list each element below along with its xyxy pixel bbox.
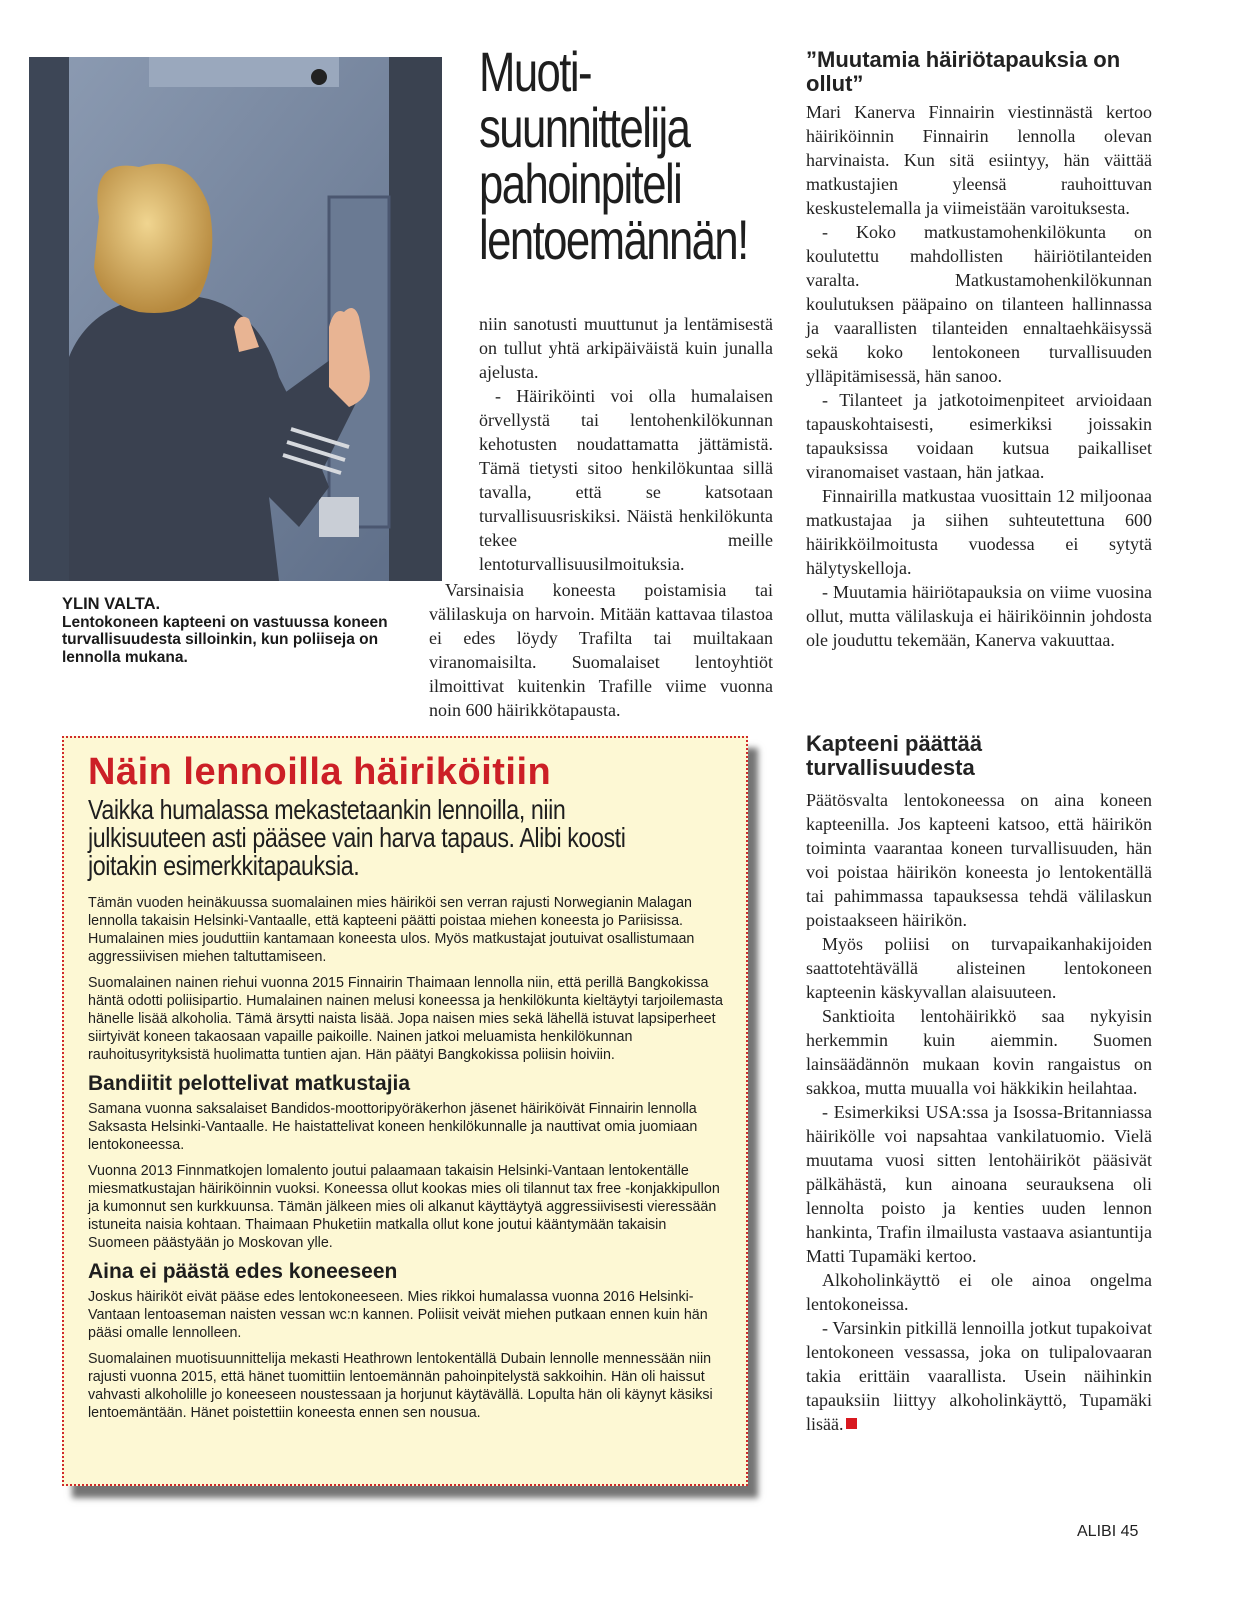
body-paragraph: Finnairilla matkustaa vuosittain 12 miljoonaa matkustajaa ja siihen suhteutettuna 600 häirikköilmoitusta vuodessa ei sytytä hälytyskelloja. bbox=[806, 486, 1152, 578]
body-paragraph: Mari Kanerva Finnairin viestinnästä kertoo häiriköinnin Finnairin lennolla olevan harvinaista. Kun sitä esiintyy, hän väittää matkustajien yleensä rauhoittuvan keskustelemalla ja viimeistään varoituksesta. bbox=[806, 102, 1152, 218]
right-column-lower bbox=[806, 788, 1152, 1436]
body-paragraph: Myös poliisi on turvapaikanhakijoiden saattotehtävällä alisteinen lentokoneen kapteenin käskyvallan alaisuuteen. bbox=[806, 934, 1152, 1002]
page-number: ALIBI 45 bbox=[1077, 1523, 1139, 1540]
body-paragraph: - Koko matkustamohenkilökunta on koulutettu mahdollisten häiriötilanteiden varalta. Matkustamohenkilökunnan koulutuksen pääpaino on tilanteen hallinnassa ja vaarallisten tilanteiden ennaltaehkäisyssä sekä koko lentokoneen turvallisuuden ylläpitämisessä, hän sanoo. bbox=[806, 222, 1152, 386]
body-paragraph: - Muutamia häiriötapauksia on viime vuosina ollut, mutta välilaskuja ei häiriköinnin johdosta ole jouduttu tekemään, Kanerva vakuuttaa. bbox=[806, 582, 1152, 650]
box-subheading: Bandiitit pelottelivat matkustajia bbox=[88, 1072, 411, 1095]
sidebar-box bbox=[62, 736, 748, 1486]
body-text: - Varsinkin pitkillä lennoilla jotkut tupakoivat lentokoneen vessassa, joka on tulipalovaaran takia erittäin vaarallista. Usein näihinkin tapauksiin liittyy alkoholinkäyttö, Tupamäki lisää. bbox=[806, 1318, 1152, 1434]
article-photo bbox=[29, 57, 442, 581]
box-lede: Vaikka humalassa mekastetaankin lennoilla, niin julkisuuteen asti pääsee vain harva tapaus. Alibi koosti joitakin esimerkkitapauksia. bbox=[88, 794, 626, 881]
middle-column-lower bbox=[429, 578, 773, 722]
body-paragraph: - Esimerkiksi USA:ssa ja Isossa-Britanniassa häirikölle voi napsahtaa vankilatuomio. Vielä muutama vuosi sitten lentohäiriköt pääsivät pälkähästä, kun ainoana seurauksena oli lennolta poisto ja kenties uuden lennon hankinta, Trafin ilmailusta vastaava asiantuntija Matti Tupamäki kertoo. bbox=[806, 1102, 1152, 1266]
caption-text: Lentokoneen kapteeni on vastuussa koneen turvallisuudesta silloinkin, kun poliiseja on lennolla mukana. bbox=[62, 613, 388, 666]
body-paragraph: - Tilanteet ja jatkotoimenpiteet arvioidaan tapauskohtaisesti, esimerkiksi joissakin tapauksissa voidaan kutsua paikalliset viranomaiset vastaan, hän jatkaa. bbox=[806, 390, 1152, 482]
headline-line: Muoti- bbox=[479, 40, 592, 103]
box-paragraph: Samana vuonna saksalaiset Bandidos-moottoripyöräkerhon jäsenet häiriköivät Finnairin lennolla Saksasta Helsinki-Vantaalle. He haistattelivat koneen henkilökunnalle ja nauttivat omia juomiaan lentokoneessa. bbox=[88, 1101, 698, 1153]
box-subheading: Aina ei päästä edes koneeseen bbox=[88, 1260, 398, 1283]
article-headline bbox=[479, 40, 748, 271]
headline-line: lentoemännän! bbox=[479, 208, 748, 271]
body-paragraph: niin sanotusti muuttunut ja lentämisestä on tullut yhtä arkipäiväistä kuin junalla ajelusta. bbox=[479, 314, 773, 382]
caption-title: YLIN VALTA. bbox=[62, 595, 161, 613]
subheading-quote: ”Muutamia häiriötapauksia on ollut” bbox=[806, 47, 1121, 96]
box-paragraph: Suomalainen muotisuunnittelija mekasti Heathrown lentokentällä Dubain lennolle mennessään niin rajusti vuonna 2015, että hänet tuomittiin lentoemännän pahoinpitelystä sakkoihin. Hän oli haissut vahvasti alkoholille jo koneeseen noustessaan ja horjunut käytävällä. Lopulta hän oli käynyt käsiksi lentoemäntään. Hänet poistettiin koneesta ennen sen nousua. bbox=[88, 1351, 713, 1421]
photo-caption bbox=[62, 596, 392, 666]
right-column-upper bbox=[806, 100, 1152, 652]
box-paragraph: Suomalainen nainen riehui vuonna 2015 Finnairin Thaimaan lennolla niin, että perillä Bangkokissa häntä odotti poliisipartio. Humalainen nainen melusi koneessa ja henkilökunta kieltäytyi tarjoilemasta hänelle lisää alkoholia. Tämä ärsytti naista lisää. Jopa naisen mies sekä lähellä istuvat lapsiperheet siirtyivät koneen takaosaan vapaille paikoille. Nainen jatkoi meluamista henkilökunnan rauhoitusyrityksistä huolimatta tuntien ajan. Hän päätyi Bangkokissa poliisin hoiviin. bbox=[88, 975, 723, 1063]
body-paragraph: - Häiriköinti voi olla humalaisen örvellystä tai lentohenkilökunnan kehotusten noudattamatta jättämistä. Tämä tietysti sitoo henkilökuntaa sillä tavalla, että se katsotaan turvallisuusriskiksi. Näistä henkilökunta tekee meille lentoturvallisuusilmoituksia. bbox=[479, 386, 773, 574]
headline-line: pahoinpiteli bbox=[479, 152, 682, 215]
body-paragraph: Sanktioita lentohäirikkö saa nykyisin herkemmin kuin aiemmin. Suomen lainsäädännön mukaan kovin rangaistus on sakkoa, mutta muualla voi häkkikin heilahtaa. bbox=[806, 1006, 1152, 1098]
middle-column-upper bbox=[479, 312, 773, 576]
body-paragraph-last bbox=[806, 1316, 1152, 1436]
box-body bbox=[88, 894, 728, 1430]
body-paragraph: Päätösvalta lentokoneessa on aina koneen kapteenilla. Jos kapteeni katsoo, että häirikön toiminta vaarantaa koneen turvallisuuden, hän voi poistaa häirikön koneesta jo lentokentällä tai pahimmassa tapauksessa tehdä välilaskun poistaakseen häirikön. bbox=[806, 790, 1152, 930]
box-paragraph: Joskus häiriköt eivät pääse edes lentokoneeseen. Mies rikkoi humalassa vuonna 2016 Helsinki-Vantaan lentoaseman naisten vessan wc:n kannen. Poliisit veivät miehen putkaan ennen kuin hän pääsi omalle lennolleen. bbox=[88, 1289, 708, 1341]
box-paragraph: Tämän vuoden heinäkuussa suomalainen mies häiriköi sen verran rajusti Norwegianin Malagan lennolla takaisin Helsinki-Vantaalle, että kapteeni päätti poistaa miehen koneesta jo Pariisissa. Humalainen mies jouduttiin kantamaan koneesta ulos. Myös matkustajat joutuivat osallistumaan aggressiivisen miehen taltuttamiseen. bbox=[88, 895, 695, 965]
flight-attendant-photo bbox=[29, 57, 442, 581]
box-title: Näin lennoilla häiriköitiin bbox=[88, 751, 552, 793]
headline-line: suunnittelija bbox=[479, 96, 690, 159]
end-mark-icon bbox=[846, 1418, 857, 1429]
box-paragraph: Vuonna 2013 Finnmatkojen lomalento joutui palaamaan takaisin Helsinki-Vantaan lentokentälle miesmatkustajan häiriköinnin vuoksi. Koneessa ollut kookas mies oli tilannut tax free -konjakkipullon ja kumonnut sen kurkkuunsa. Tämän jälkeen mies oli alkanut käyttäytyä aggressiivisesti vieressään istuneita naisia kohtaan. Thaimaan Phuketiin matkalla ollut kone joutui kääntymään takaisin Suomeen päästyään jo Moskovan ylle. bbox=[88, 1163, 720, 1251]
subheading-captain: Kapteeni päättää turvallisuudesta bbox=[806, 731, 983, 780]
body-paragraph: Alkoholinkäyttö ei ole ainoa ongelma lentokoneissa. bbox=[806, 1270, 1152, 1314]
body-paragraph: Varsinaisia koneesta poistamisia tai välilaskuja on harvoin. Mitään kattavaa tilastoa ei edes löydy Trafilta tai muiltakaan viranomaisilta. Suomalaiset lentoyhtiöt ilmoittivat kuitenkin Trafille viime vuonna noin 600 häirikkötapausta. bbox=[429, 580, 773, 720]
